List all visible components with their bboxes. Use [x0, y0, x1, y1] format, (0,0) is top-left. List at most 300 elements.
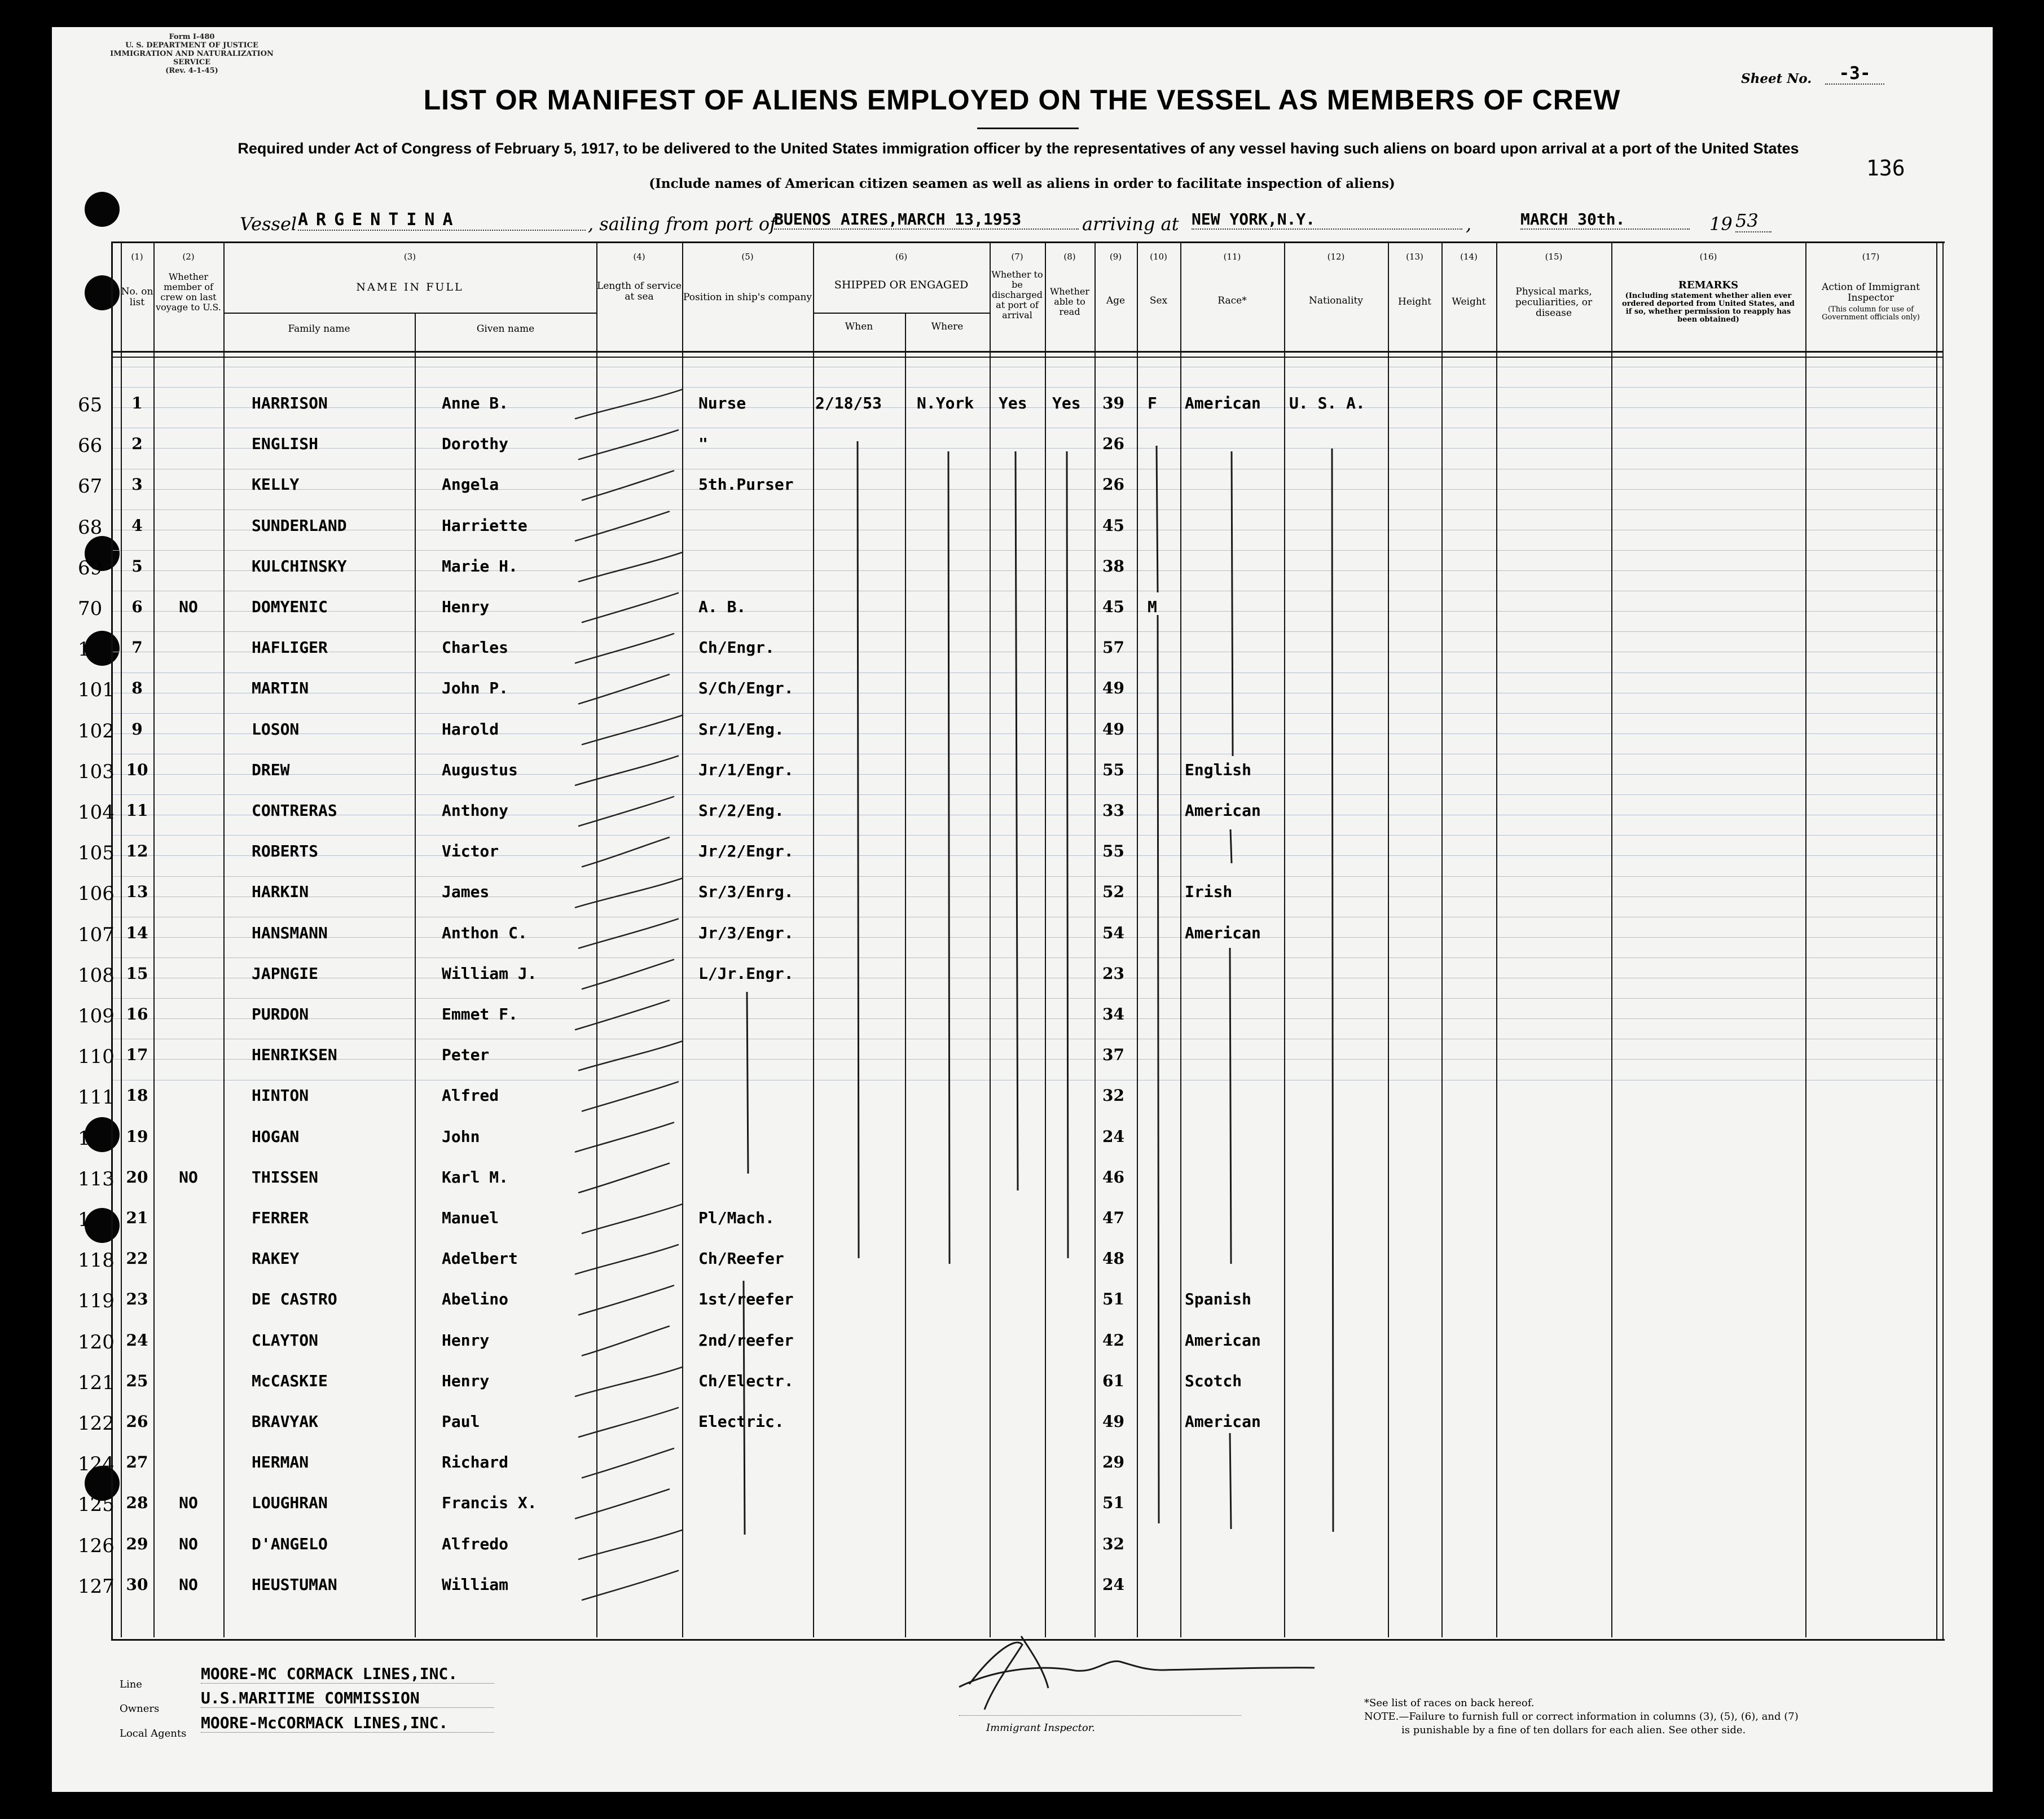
row-number: 5 — [131, 557, 143, 575]
row-position: L/Jr.Engr. — [698, 964, 794, 983]
row-family-name: McCASKIE — [252, 1372, 328, 1390]
row-ref-number: 70 — [78, 597, 103, 620]
row-family-name: CLAYTON — [252, 1331, 319, 1350]
col-6-number: (6) — [895, 252, 908, 262]
row-position: Electric. — [698, 1412, 784, 1431]
row-given-name: Henry — [442, 1331, 490, 1350]
service-length-stroke — [579, 1041, 683, 1070]
row-race: American — [1185, 1331, 1261, 1350]
row-shipped-where: N.York — [917, 394, 974, 412]
row-family-name: HARKIN — [252, 882, 309, 901]
row-age: 49 — [1102, 679, 1124, 697]
service-length-stroke — [575, 389, 683, 419]
row-age: 26 — [1102, 434, 1124, 453]
service-length-stroke — [582, 960, 674, 989]
row-given-name: Charles — [442, 638, 509, 657]
col-crew-last-voyage-header: Whether member of crew on last voyage to U.S. — [156, 271, 221, 313]
row-given-name: James — [442, 882, 490, 901]
row-age: 24 — [1102, 1127, 1124, 1146]
row-ref-number: 105 — [78, 842, 115, 864]
row-last-voyage: NO — [179, 1535, 198, 1553]
col-7-number: (7) — [1011, 252, 1023, 262]
footer-line-value: MOORE-MC CORMACK LINES,INC. — [201, 1664, 494, 1684]
row-shipped-when: 2/18/53 — [815, 394, 882, 412]
row-number: 6 — [131, 597, 143, 616]
row-number: 4 — [131, 516, 143, 535]
service-length-stroke — [582, 1326, 669, 1356]
col-given-name-header: Given name — [476, 323, 535, 335]
col-action-header: Action of Immigrant Inspector — [1822, 282, 1920, 304]
row-position: 2nd/reefer — [698, 1331, 794, 1350]
arrival-port: NEW YORK,N.Y. — [1192, 210, 1462, 230]
ditto-line-read — [1067, 451, 1068, 1258]
row-given-name: Anthon C. — [442, 924, 528, 942]
row-number: 21 — [126, 1209, 148, 1227]
row-position: Sr/1/Eng. — [698, 720, 784, 739]
inspector-label: Immigrant Inspector. — [986, 1722, 1096, 1734]
col-4-number: (4) — [633, 252, 645, 262]
row-ref-number: 126 — [78, 1535, 115, 1557]
row-number: 27 — [126, 1453, 148, 1471]
row-age: 32 — [1102, 1535, 1124, 1553]
row-number: 15 — [126, 964, 148, 983]
row-nationality: U. S. A. — [1289, 394, 1365, 412]
row-ref-number: 121 — [78, 1372, 115, 1394]
row-number: 29 — [126, 1535, 148, 1553]
col-weight-header: Weight — [1452, 296, 1486, 307]
row-family-name: HARRISON — [252, 394, 328, 412]
sheet-label: Sheet No. — [1741, 71, 1812, 86]
row-given-name: Dorothy — [442, 434, 509, 453]
row-age: 45 — [1102, 597, 1124, 616]
row-number: 8 — [131, 679, 143, 697]
service-length-stroke — [579, 674, 669, 704]
row-sex: M — [1148, 597, 1157, 616]
row-number: 16 — [126, 1005, 148, 1023]
footer-owners-value: U.S.MARITIME COMMISSION — [201, 1689, 494, 1708]
row-age: 54 — [1102, 924, 1124, 942]
row-number: 17 — [126, 1045, 148, 1064]
row-ref-number: 69 — [78, 557, 103, 579]
row-family-name: HOGAN — [252, 1127, 300, 1146]
col-no-on-list-header: No. on list — [121, 286, 153, 308]
row-age: 55 — [1102, 842, 1124, 860]
col-age-header: Age — [1106, 295, 1126, 306]
col-17-number: (17) — [1862, 252, 1880, 262]
row-given-name: Anne B. — [442, 394, 509, 412]
service-length-stroke — [579, 1163, 669, 1193]
ditto-line-when — [858, 441, 859, 1258]
col-14-number: (14) — [1460, 252, 1478, 262]
row-given-name: William — [442, 1575, 509, 1594]
row-position: Ch/Engr. — [698, 638, 775, 657]
row-race: Scotch — [1185, 1372, 1242, 1390]
col-remarks-header: REMARKS — [1678, 279, 1739, 291]
row-ref-number: 113 — [78, 1168, 115, 1190]
row-ref-number: 127 — [78, 1575, 115, 1598]
row-given-name: Peter — [442, 1045, 490, 1064]
footer-line-label: Line — [120, 1679, 142, 1690]
ditto-line-sex-m — [1158, 615, 1159, 1523]
row-sex: F — [1148, 394, 1157, 412]
row-number: 22 — [126, 1249, 148, 1268]
inspector-signature — [959, 1636, 1315, 1710]
row-age: 24 — [1102, 1575, 1124, 1594]
row-ref-number: 65 — [78, 394, 103, 416]
service-length-stroke — [582, 1448, 674, 1478]
row-position: Pl/Mach. — [698, 1209, 775, 1227]
row-family-name: PURDON — [252, 1005, 309, 1023]
service-length-stroke — [575, 1123, 674, 1152]
row-family-name: SUNDERLAND — [252, 516, 347, 535]
row-age: 26 — [1102, 475, 1124, 494]
row-ref-number: 107 — [78, 924, 115, 946]
row-given-name: John P. — [442, 679, 509, 697]
row-ref-number: 118 — [78, 1249, 115, 1272]
row-given-name: Abelino — [442, 1290, 509, 1308]
row-race: American — [1185, 394, 1261, 412]
row-number: 18 — [126, 1086, 148, 1105]
row-age: 45 — [1102, 516, 1124, 535]
row-last-voyage: NO — [179, 1575, 198, 1594]
col-family-name-header: Family name — [288, 323, 350, 335]
sheet-number: -3- — [1825, 63, 1884, 85]
ditto-line-sex-f — [1157, 446, 1158, 592]
row-age: 51 — [1102, 1493, 1124, 1512]
row-given-name: Henry — [442, 1372, 490, 1390]
row-number: 12 — [126, 842, 148, 860]
vessel-name: ARGENTINA — [298, 210, 586, 231]
row-given-name: Karl M. — [442, 1168, 509, 1187]
row-ref-number: 111 — [78, 1086, 115, 1109]
col-16-number: (16) — [1699, 252, 1717, 262]
col-13-number: (13) — [1406, 252, 1423, 262]
service-length-stroke — [575, 878, 683, 907]
ditto-line-nationality — [1332, 449, 1333, 1532]
ditto-line-where — [948, 451, 950, 1264]
row-position: Jr/3/Engr. — [698, 924, 794, 942]
sailing-label: , sailing from port of — [588, 213, 776, 235]
row-family-name: HENRIKSEN — [252, 1045, 337, 1064]
ditto-line-discharge — [1016, 451, 1018, 1190]
col-length-service-header: Length of service at sea — [597, 280, 682, 302]
row-race: American — [1185, 801, 1261, 820]
signature-line — [959, 1715, 1241, 1716]
document-title: LIST OR MANIFEST OF ALIENS EMPLOYED ON THE VESSEL AS MEMBERS OF CREW — [423, 84, 1621, 116]
date-comma: , — [1466, 213, 1472, 235]
row-family-name: HINTON — [252, 1086, 309, 1105]
row-able-to-read: Yes — [1052, 394, 1081, 412]
row-ref-number: 119 — [78, 1290, 115, 1312]
row-number: 2 — [131, 434, 143, 453]
col-12-number: (12) — [1327, 252, 1345, 262]
row-given-name: Henry — [442, 597, 490, 616]
service-length-stroke — [582, 593, 678, 622]
col-8-number: (8) — [1063, 252, 1076, 262]
col-11-number: (11) — [1223, 252, 1241, 262]
row-family-name: HERMAN — [252, 1453, 309, 1471]
service-length-stroke — [579, 1408, 678, 1437]
service-length-stroke — [575, 512, 669, 541]
row-position: Sr/3/Enrg. — [698, 882, 794, 901]
row-race: English — [1185, 761, 1252, 779]
row-number: 7 — [131, 638, 143, 657]
row-age: 42 — [1102, 1331, 1124, 1350]
col-able-to-read-header: Whether able to read — [1049, 286, 1090, 317]
service-length-stroke — [579, 430, 678, 459]
penalty-note-2: is punishable by a fine of ten dollars for each alien. See other side. — [1401, 1724, 1746, 1736]
row-family-name: LOUGHRAN — [252, 1493, 328, 1512]
row-family-name: D'ANGELO — [252, 1535, 328, 1553]
col-position-header: Position in ship's company — [683, 292, 812, 303]
ditto-line-race-american — [1232, 451, 1233, 756]
ditto-line-race-american-4 — [1230, 1433, 1231, 1529]
year-suffix: 53 — [1735, 210, 1772, 232]
row-family-name: KULCHINSKY — [252, 557, 347, 575]
row-ref-number: 125 — [78, 1493, 115, 1516]
row-given-name: Harold — [442, 720, 499, 739]
col-shipped-when-header: When — [845, 321, 873, 332]
row-given-name: John — [442, 1127, 480, 1146]
sailing-port-date: BUENOS AIRES,MARCH 13,1953 — [774, 210, 1079, 230]
col-15-number: (15) — [1545, 252, 1563, 262]
row-age: 52 — [1102, 882, 1124, 901]
row-family-name: DE CASTRO — [252, 1290, 337, 1308]
row-position: Ch/Electr. — [698, 1372, 794, 1390]
row-family-name: ENGLISH — [252, 434, 319, 453]
row-age: 23 — [1102, 964, 1124, 983]
row-family-name: DREW — [252, 761, 290, 779]
row-position: S/Ch/Engr. — [698, 679, 794, 697]
ditto-line-race-american-3 — [1230, 948, 1231, 1264]
service-length-stroke — [582, 837, 669, 867]
row-race: Spanish — [1185, 1290, 1252, 1308]
row-given-name: Adelbert — [442, 1249, 518, 1268]
row-number: 10 — [126, 761, 148, 779]
service-length-stroke — [582, 715, 683, 745]
row-age: 29 — [1102, 1453, 1124, 1471]
row-number: 9 — [131, 720, 143, 739]
ditto-line-position — [747, 992, 748, 1174]
row-given-name: Richard — [442, 1453, 509, 1471]
row-given-name: Alfred — [442, 1086, 499, 1105]
year-prefix: 19 — [1709, 213, 1733, 235]
service-length-stroke — [575, 1000, 669, 1030]
row-ref-number: 109 — [78, 1005, 115, 1027]
row-ref-number: 1 — [78, 638, 90, 661]
col-1-number: (1) — [131, 252, 143, 262]
row-number: 13 — [126, 882, 148, 901]
row-family-name: ROBERTS — [252, 842, 319, 860]
row-ref-number: 67 — [78, 475, 103, 498]
row-given-name: Victor — [442, 842, 499, 860]
col-race-header: Race* — [1217, 295, 1247, 306]
arriving-label: arriving at — [1082, 213, 1179, 235]
footer-owners-label: Owners — [120, 1703, 160, 1715]
row-family-name: JAPNGIE — [252, 964, 319, 983]
row-number: 3 — [131, 475, 143, 494]
service-length-stroke — [579, 797, 674, 826]
col-height-header: Height — [1398, 296, 1431, 307]
arrival-date: MARCH 30th. — [1520, 210, 1690, 230]
col-name-header: NAME IN FULL — [356, 281, 464, 293]
row-ref-number: 1 — [78, 1127, 90, 1150]
col-shipped-where-header: Where — [931, 321, 964, 332]
row-race: American — [1185, 924, 1261, 942]
row-age: 61 — [1102, 1372, 1124, 1390]
row-given-name: Augustus — [442, 761, 518, 779]
row-age: 49 — [1102, 720, 1124, 739]
races-note: *See list of races on back hereof. — [1364, 1697, 1535, 1709]
row-age: 33 — [1102, 801, 1124, 820]
col-9-number: (9) — [1109, 252, 1122, 262]
row-age: 39 — [1102, 394, 1124, 412]
row-number: 20 — [126, 1168, 148, 1187]
row-family-name: RAKEY — [252, 1249, 300, 1268]
row-age: 37 — [1102, 1045, 1124, 1064]
row-given-name: Paul — [442, 1412, 480, 1431]
col-nationality-header: Nationality — [1309, 295, 1363, 306]
row-family-name: HEUSTUMAN — [252, 1575, 337, 1594]
row-position: Sr/2/Eng. — [698, 801, 784, 820]
row-family-name: DOMYENIC — [252, 597, 328, 616]
row-ref-number: 104 — [78, 801, 115, 824]
row-age: 46 — [1102, 1168, 1124, 1187]
row-ref-number: 66 — [78, 434, 103, 457]
row-ref-number: 101 — [78, 679, 115, 701]
row-given-name: Francis X. — [442, 1493, 537, 1512]
service-length-stroke — [582, 1571, 678, 1600]
row-age: 34 — [1102, 1005, 1124, 1023]
service-length-stroke — [575, 1367, 683, 1396]
row-family-name: MARTIN — [252, 679, 309, 697]
col-2-number: (2) — [182, 252, 195, 262]
row-ref-number: 102 — [78, 720, 115, 742]
footer-agents-label: Local Agents — [120, 1728, 187, 1739]
row-age: 32 — [1102, 1086, 1124, 1105]
row-position: A. B. — [698, 597, 746, 616]
form-identifier: Form I-480 U. S. DEPARTMENT OF JUSTICE IMMIGRATION AND NATURALIZATION SERVICE (Rev. 4-1-45) — [110, 33, 274, 75]
service-length-stroke — [579, 1530, 683, 1559]
footer-agents-value: MOORE-McCORMACK LINES,INC. — [201, 1713, 494, 1733]
col-discharged-header: Whether to be discharged at port of arrival — [991, 269, 1043, 320]
row-ref-number: 110 — [78, 1045, 115, 1068]
row-number: 28 — [126, 1493, 148, 1512]
row-position: " — [698, 434, 708, 453]
ditto-line-position-2 — [744, 1281, 745, 1535]
document-subtitle: Required under Act of Congress of February 5, 1917, to be delivered to the United States immigration officer by the representatives of any vessel having such aliens on board upon arrival at a port of the United States — [238, 140, 1799, 157]
row-family-name: THISSEN — [252, 1168, 319, 1187]
service-length-stroke — [575, 634, 674, 663]
row-number: 1 — [131, 394, 143, 412]
row-ref-number: 68 — [78, 516, 103, 539]
row-last-voyage: NO — [179, 1493, 198, 1512]
row-family-name: FERRER — [252, 1209, 309, 1227]
row-family-name: BRAVYAK — [252, 1412, 319, 1431]
row-number: 26 — [126, 1412, 148, 1431]
row-family-name: LOSON — [252, 720, 300, 739]
row-age: 57 — [1102, 638, 1124, 657]
row-ref-number: 106 — [78, 882, 115, 905]
service-length-stroke — [582, 1204, 683, 1233]
service-length-stroke — [575, 1489, 669, 1518]
page-stamp-number: 136 — [1866, 156, 1905, 181]
row-race: Irish — [1185, 882, 1233, 901]
row-number: 24 — [126, 1331, 148, 1350]
vessel-label: Vessel — [240, 213, 297, 235]
col-3-number: (3) — [403, 252, 416, 262]
ditto-line-race-american-2 — [1230, 829, 1232, 863]
service-length-stroke — [575, 756, 678, 785]
service-length-stroke — [579, 919, 678, 948]
row-given-name: Emmet F. — [442, 1005, 518, 1023]
row-given-name: William J. — [442, 964, 537, 983]
col-5-number: (5) — [741, 252, 754, 262]
penalty-note-1: NOTE.—Failure to furnish full or correct information in columns (3), (5), (6), and (7) — [1364, 1711, 1799, 1723]
row-ref-number: 103 — [78, 761, 115, 783]
row-given-name: Angela — [442, 475, 499, 494]
row-age: 49 — [1102, 1412, 1124, 1431]
row-race: American — [1185, 1412, 1261, 1431]
row-given-name: Harriette — [442, 516, 528, 535]
service-length-stroke — [582, 471, 674, 500]
row-family-name: HAFLIGER — [252, 638, 328, 657]
row-ref-number: 1 — [78, 1209, 90, 1231]
row-number: 14 — [126, 924, 148, 942]
row-number: 19 — [126, 1127, 148, 1146]
row-number: 30 — [126, 1575, 148, 1594]
row-number: 23 — [126, 1290, 148, 1308]
row-position: 1st/reefer — [698, 1290, 794, 1308]
row-age: 47 — [1102, 1209, 1124, 1227]
row-position: Jr/2/Engr. — [698, 842, 794, 860]
row-given-name: Anthony — [442, 801, 509, 820]
row-position: Jr/1/Engr. — [698, 761, 794, 779]
row-number: 11 — [126, 801, 148, 820]
col-action-note: (This column for use of Government officials only) — [1822, 305, 1920, 322]
row-age: 51 — [1102, 1290, 1124, 1308]
row-last-voyage: NO — [179, 1168, 198, 1187]
row-position: Ch/Reefer — [698, 1249, 784, 1268]
col-sex-header: Sex — [1149, 295, 1168, 306]
row-given-name: Alfredo — [442, 1535, 509, 1553]
col-shipped-header: SHIPPED OR ENGAGED — [834, 279, 969, 291]
service-length-stroke — [579, 1285, 674, 1315]
col-10-number: (10) — [1150, 252, 1167, 262]
row-age: 55 — [1102, 761, 1124, 779]
col-remarks-note: (Including statement whether alien ever ordered deported from United States, and if so, whether permission to reapply has been obtained) — [1622, 292, 1795, 324]
row-position: 5th.Purser — [698, 475, 794, 494]
row-discharged: Yes — [999, 394, 1027, 412]
row-family-name: KELLY — [252, 475, 300, 494]
document-subnote: (Include names of American citizen seamen as well as aliens in order to facilitate inspection of aliens) — [649, 176, 1395, 191]
row-family-name: HANSMANN — [252, 924, 328, 942]
row-given-name: Marie H. — [442, 557, 518, 575]
service-length-stroke — [575, 1245, 678, 1274]
row-number: 25 — [126, 1372, 148, 1390]
row-age: 48 — [1102, 1249, 1124, 1268]
row-ref-number: 120 — [78, 1331, 115, 1354]
row-given-name: Manuel — [442, 1209, 499, 1227]
service-length-stroke — [579, 552, 683, 582]
service-length-stroke — [582, 1082, 678, 1111]
col-physical-marks-header: Physical marks, peculiarities, or disease — [1515, 286, 1593, 319]
row-last-voyage: NO — [179, 597, 198, 616]
row-ref-number: 108 — [78, 964, 115, 987]
row-ref-number: 124 — [78, 1453, 115, 1475]
row-ref-number: 122 — [78, 1412, 115, 1435]
row-family-name: CONTRERAS — [252, 801, 337, 820]
